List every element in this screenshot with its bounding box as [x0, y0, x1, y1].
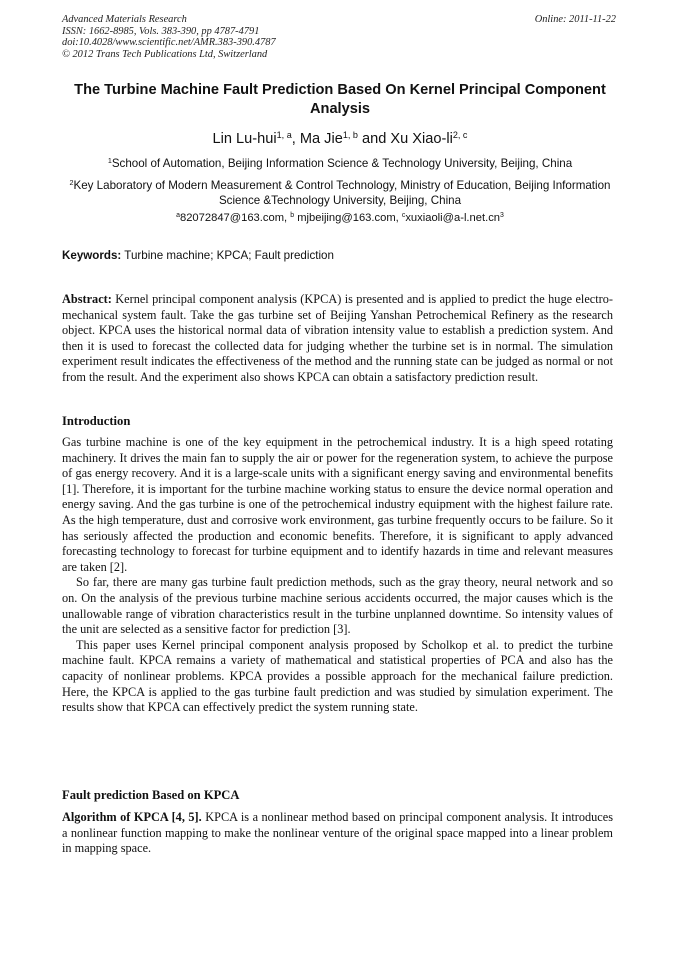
affiliation-2: [62, 178, 618, 208]
paragraph: This paper uses Kernel principal component analysis proposed by Scholkop et al. to predict the turbine machine fault. KPCA remains a variety of mathematical and statistical properties of PCA and also has the capacity of nonlinear problems. KPCA provides a possible approach for the mechanical failure prediction. Here, the KPCA is applied to the gas turbine fault prediction and was studied by simulation experiment. The results show that KPCA can effectively predict the system running state.: [62, 637, 613, 715]
introduction-body: [62, 435, 613, 716]
doi-line: doi:10.4028/www.scientific.net/AMR.383-390.4787: [62, 37, 276, 49]
keywords: [62, 248, 618, 263]
author-sup: 1, b: [342, 130, 358, 141]
online-date: Online: 2011-11-22: [534, 14, 616, 25]
paragraph: So far, there are many gas turbine fault prediction methods, such as the gray theory, neural network and so on. On the analysis of the previous turbine machine serious accidents occurred, the major causes which is the unallowable range of vibration characteristics result in the turbine unplanned downtime. So intensity values of the unit are selected as a sensitive factor for prediction [3].: [62, 575, 613, 637]
affiliation-sup: 1: [107, 156, 112, 166]
section-heading-fault-prediction: Fault prediction Based on KPCA: [62, 788, 240, 802]
keywords-text: Turbine machine; KPCA; Fault prediction: [121, 249, 334, 262]
issn-line: ISSN: 1662-8985, Vols. 383-390, pp 4787-4791: [62, 25, 260, 37]
abstract-text: Kernel principal component analysis (KPCA) is presented and is applied to predict the huge electro-mechanical system fault. Take the gas turbine set of Beijing Yanshan Petrochemical Refinery as the research object. KPCA uses the historical normal data of vibration intensity value to establish a prediction system. And then it is used to forecast the collected data for judging whether the turbine set is in normal. The simulation experiment result indicates the effectiveness of the method and the running state can be judged as normal or not from the result. And the experiment also shows KPCA can obtain a satisfactory prediction result.: [62, 292, 613, 384]
author-sep: and: [357, 131, 391, 147]
author-list: [62, 130, 618, 148]
journal-header: [62, 14, 618, 60]
email-text: mjbeijing@163.com: [294, 212, 396, 224]
email-sep: ,: [395, 212, 402, 224]
algorithm-paragraph: [62, 810, 613, 857]
email-sup: a: [176, 212, 180, 220]
abstract: [62, 292, 613, 386]
keywords-label: Keywords:: [62, 249, 122, 262]
affiliation-1: [62, 156, 618, 171]
email-sup: b: [290, 212, 295, 220]
abstract-label: Abstract:: [62, 292, 112, 306]
journal-name: Advanced Materials Research: [62, 14, 187, 25]
author-sup: 2, c: [452, 130, 468, 141]
author-sup: 1, a: [276, 130, 292, 141]
email-sep: ,: [284, 212, 291, 224]
paper-title: The Turbine Machine Fault Prediction Based On Kernel Principal Component Analysis: [74, 82, 606, 117]
paragraph: Gas turbine machine is one of the key equipment in the petrochemical industry. It is a high speed rotating machinery. It drives the main fan to supply the air or power for the regeneration system, to achieve the purpose of gas energy recovery. And it is a large-scale units with a significant energy saving and environmental benefits [1]. Therefore, it is important for the turbine machine working status to ensure the device normal operation and energy saving. And the gas turbine is one of the petrochemical industry equipment with the highest failure rate. As the high temperature, dust and corrosive work environment, gas turbine frequently occurs to be failure. So it has seriously affected the production and economic benefits. Therefore, it is significant to apply advanced forecasting technology to forecast for turbine equipment and to identify hazards in time and relevant measures are taken [2].: [62, 435, 613, 574]
author-name: Ma Jie: [299, 131, 343, 147]
copyright-line: © 2012 Trans Tech Publications Ltd, Switzerland: [62, 48, 268, 60]
algorithm-subheading: Algorithm of KPCA [4, 5].: [62, 810, 202, 824]
author-name: Xu Xiao-li: [390, 131, 453, 147]
email-text: 82072847@163.com: [179, 212, 285, 224]
email-sup: c: [401, 212, 406, 220]
affiliation-text: Key Laboratory of Modern Measurement & Control Technology, Ministry of Education, Beijing Information Science &Technology University, Beijing, China: [73, 179, 611, 207]
email-line: [62, 211, 618, 226]
email-text: xuxiaoli@a-l.net.cn: [405, 212, 501, 224]
affiliation-sup: 2: [69, 178, 74, 188]
algorithm-text: KPCA is a nonlinear method based on principal component analysis. It introduces a nonlinear function mapping to make the nonlinear venture of the original space mapped into a linear problem in mapping space.: [62, 810, 613, 856]
email-sup-after: 3: [500, 212, 504, 220]
affiliation-text: School of Automation, Beijing Information Science & Technology University, Beijing, China: [111, 157, 573, 170]
author-name: Lin Lu-hui: [212, 131, 277, 147]
author-sep: ,: [291, 131, 300, 147]
section-heading-introduction: Introduction: [62, 414, 131, 428]
